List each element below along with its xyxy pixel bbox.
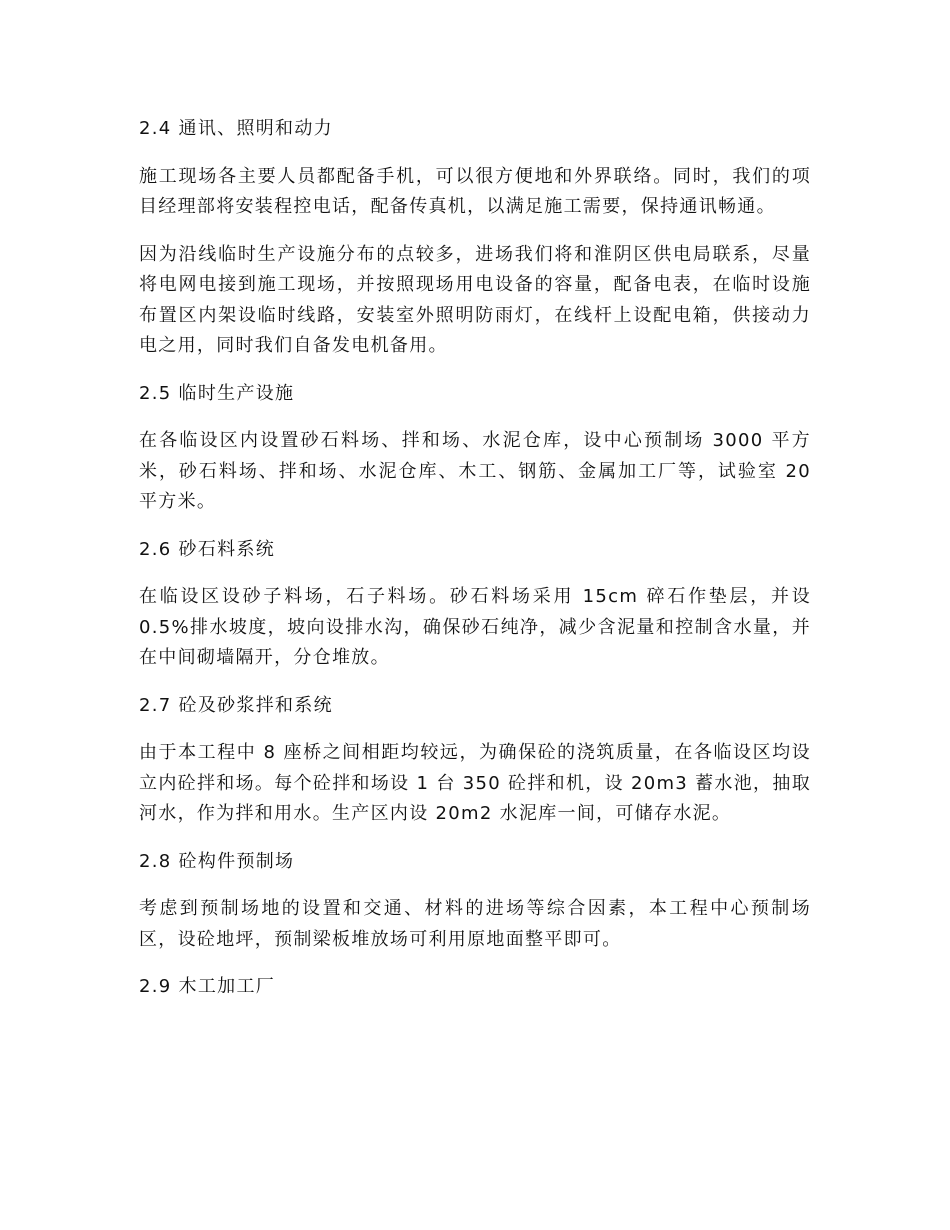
paragraph: 因为沿线临时生产设施分布的点较多，进场我们将和淮阴区供电局联系，尽量将电网电接到施工现场，并按照现场用电设备的容量，配备电表，在临时设施布置区内架设临时线路，安装室外照明防雨灯，在线杆上设配电箱，供接动力电之用，同时我们自备发电机备用。 bbox=[139, 243, 811, 356]
paragraph: 由于本工程中 8 座桥之间相距均较远，为确保砼的浇筑质量，在各临设区均设立内砼拌和场。每个砼拌和场设 1 台 350 砼拌和机，设 20m3 蓄水池，抽取河水，作为拌和用水。生产区内设 20m2 水泥库一间，可储存水泥。 bbox=[139, 742, 811, 824]
paragraph: 在临设区设砂子料场，石子料场。砂石料场采用 15cm 碎石作垫层，并设 0.5%排水坡度，坡向设排水沟，确保砂石纯净，减少含泥量和控制含水量，并在中间砌墙隔开，分仓堆放。 bbox=[139, 586, 811, 668]
section-heading-2-4: 2.4 通讯、照明和动力 bbox=[139, 118, 333, 139]
section-heading-2-8: 2.8 砼构件预制场 bbox=[139, 850, 295, 872]
paragraph: 施工现场各主要人员都配备手机，可以很方便地和外界联络。同时，我们的项目经理部将安装程控电话，配备传真机，以满足施工需要，保持通讯畅通。 bbox=[139, 165, 811, 217]
paragraph: 考虑到预制场地的设置和交通、材料的进场等综合因素，本工程中心预制场区，设砼地坪，预制梁板堆放场可利用原地面整平即可。 bbox=[139, 898, 811, 950]
section-heading-2-9: 2.9 木工加工厂 bbox=[139, 976, 276, 997]
section-heading-2-6: 2.6 砂石料系统 bbox=[139, 538, 276, 560]
section-heading-2-7: 2.7 砼及砂浆拌和系统 bbox=[139, 694, 333, 716]
document-body bbox=[139, 114, 811, 1020]
section-heading-2-5: 2.5 临时生产设施 bbox=[139, 382, 295, 404]
paragraph: 在各临设区内设置砂石料场、拌和场、水泥仓库，设中心预制场 3000 平方米，砂石料场、拌和场、水泥仓库、木工、钢筋、金属加工厂等，试验室 20 平方米。 bbox=[139, 430, 811, 512]
